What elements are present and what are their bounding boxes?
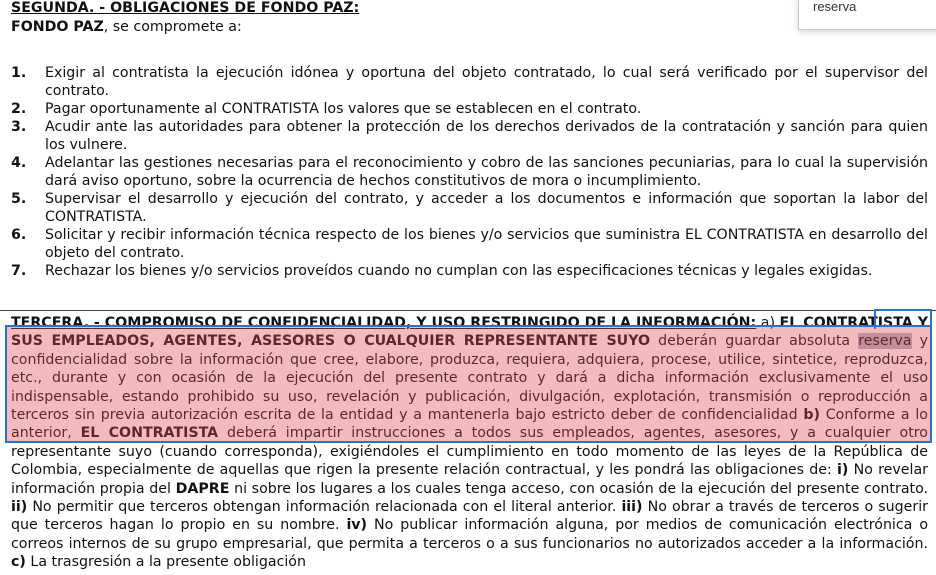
item-text: Pagar oportunamente al CONTRATISTA los valores que se establecen en el contrato. bbox=[45, 101, 642, 117]
item-text: Supervisar el desarrollo y ejecución del contrato, y acceder a los documentos e información que soportan la labor del CONTRATISTA. bbox=[45, 191, 928, 225]
list-item bbox=[11, 226, 928, 262]
intro-text: , se compromete a: bbox=[103, 19, 242, 35]
clause-i-bold: DAPRE bbox=[175, 480, 230, 497]
clause-i-label: i) bbox=[837, 462, 849, 479]
clause-b-text: Conforme a lo anterior, bbox=[11, 407, 928, 442]
search-input[interactable] bbox=[813, 0, 933, 17]
clause-c-text: La trasgresión a la presente obligación bbox=[30, 554, 306, 571]
clause-ii-text: No permitir que terceros obtengan información relacionada con el literal anterior. bbox=[32, 499, 617, 516]
section-divider bbox=[0, 310, 936, 311]
clause-a-text-cont: y confidencialidad sobre la información que cree, elabore, produzca, requiera, adquiera, procese, utilice, sintetice, reproduzca, etc., durante y con ocasión de la ejecución del presente contrato y dará a dicha información exclusivamente el uso indispensable, estando prohibido su uso, revelación y publicación, divulgación, explotación, transmisión o reproducción a terceros sin previa autorización escrita de la entidad y a mantenerla bajo estricto deber de confidencialidad bbox=[11, 333, 929, 424]
clause-b-bold: EL CONTRATISTA bbox=[80, 425, 219, 442]
clause-iii-text: No obrar a través de terceros o sugerir que terceros hagan lo propio en su nombre. bbox=[11, 499, 928, 534]
search-match-highlight: reserva bbox=[858, 333, 912, 350]
section-intro bbox=[11, 18, 929, 36]
clause-iv-text: No publicar información alguna, por medios de comunicación electrónica o correos internos de su grupo empresarial, que permita a terceros o a sus funcionarios no autorizados acceder a la información. bbox=[11, 517, 928, 552]
clause-b-text-cont: deberá impartir instrucciones a todos sus empleados, agentes, asesores, y a cualquier otro representante suyo (cuando corresponda), exigiéndoles el cumplimiento en todo momento de las leyes de la República de Colombia, especialmente de aquellas que rigen la presente relación contractual, y les pondrá las obligaciones de: bbox=[11, 425, 928, 479]
item-number: 4. bbox=[11, 155, 27, 171]
item-text: Rechazar los bienes y/o servicios proveídos cuando no cumplan con las especificaciones técnicas y legales exigidas. bbox=[45, 263, 873, 279]
clause-i-text-cont: ni sobre los lugares a los cuales tenga acceso, con ocasión de la ejecución del presente contrato. bbox=[234, 480, 929, 497]
item-number: 1. bbox=[11, 65, 27, 81]
section-heading-tercera: TERCERA. - COMPROMISO DE CONFIDENCIALIDAD, Y USO RESTRINGIDO DE LA INFORMACIÓN: bbox=[11, 315, 757, 331]
intro-entity: FONDO PAZ bbox=[11, 19, 104, 35]
clause-a-label: a) bbox=[760, 315, 775, 331]
clause-i-text: No revelar información propia del bbox=[11, 462, 928, 497]
list-item bbox=[11, 190, 928, 226]
list-item bbox=[11, 118, 928, 154]
list-item bbox=[11, 262, 928, 280]
item-number: 6. bbox=[11, 227, 27, 243]
list-item bbox=[11, 100, 928, 118]
clause-iv-label: iv) bbox=[346, 517, 368, 534]
clause-a-bold: EL CONTRATISTA Y SUS EMPLEADOS, AGENTES, ASESORES O CUALQUIER REPRESENTANTE SUYO bbox=[11, 315, 928, 350]
item-text: Exigir al contratista la ejecución idónea y oportuna del objeto contratado, lo cual será verificado por el supervisor del contrato. bbox=[45, 65, 928, 99]
obligations-list bbox=[11, 64, 928, 280]
find-bar bbox=[798, 0, 936, 30]
item-number: 5. bbox=[11, 191, 27, 207]
clause-a-text: deberán guardar absoluta bbox=[658, 333, 851, 350]
clause-iii-label: iii) bbox=[621, 499, 643, 516]
list-item bbox=[11, 154, 928, 190]
clause-b-label: b) bbox=[803, 407, 820, 424]
clause-c-label: c) bbox=[11, 554, 26, 571]
item-text: Adelantar las gestiones necesarias para el reconocimiento y cobro de las sanciones pecuniarias, para lo cual la supervisión dará aviso oportuno, sobre la ocurrencia de hechos constitutivos de mora o incumplimiento. bbox=[45, 155, 928, 189]
list-item bbox=[11, 64, 928, 100]
item-text: Acudir ante las autoridades para obtener la protección de los derechos derivados de la contratación y sanción para quien los vulnere. bbox=[45, 119, 928, 153]
item-number: 2. bbox=[11, 101, 27, 117]
item-number: 7. bbox=[11, 263, 27, 279]
section-tercera-paragraph bbox=[11, 314, 928, 572]
section-heading-segunda: SEGUNDA. - OBLIGACIONES DE FONDO PAZ: bbox=[11, 0, 360, 16]
item-text: Solicitar y recibir información técnica respecto de los bienes y/o servicios que suministra EL CONTRATISTA en desarrollo del objeto del contrato. bbox=[45, 227, 928, 261]
clause-ii-label: ii) bbox=[11, 499, 28, 516]
item-number: 3. bbox=[11, 119, 27, 135]
